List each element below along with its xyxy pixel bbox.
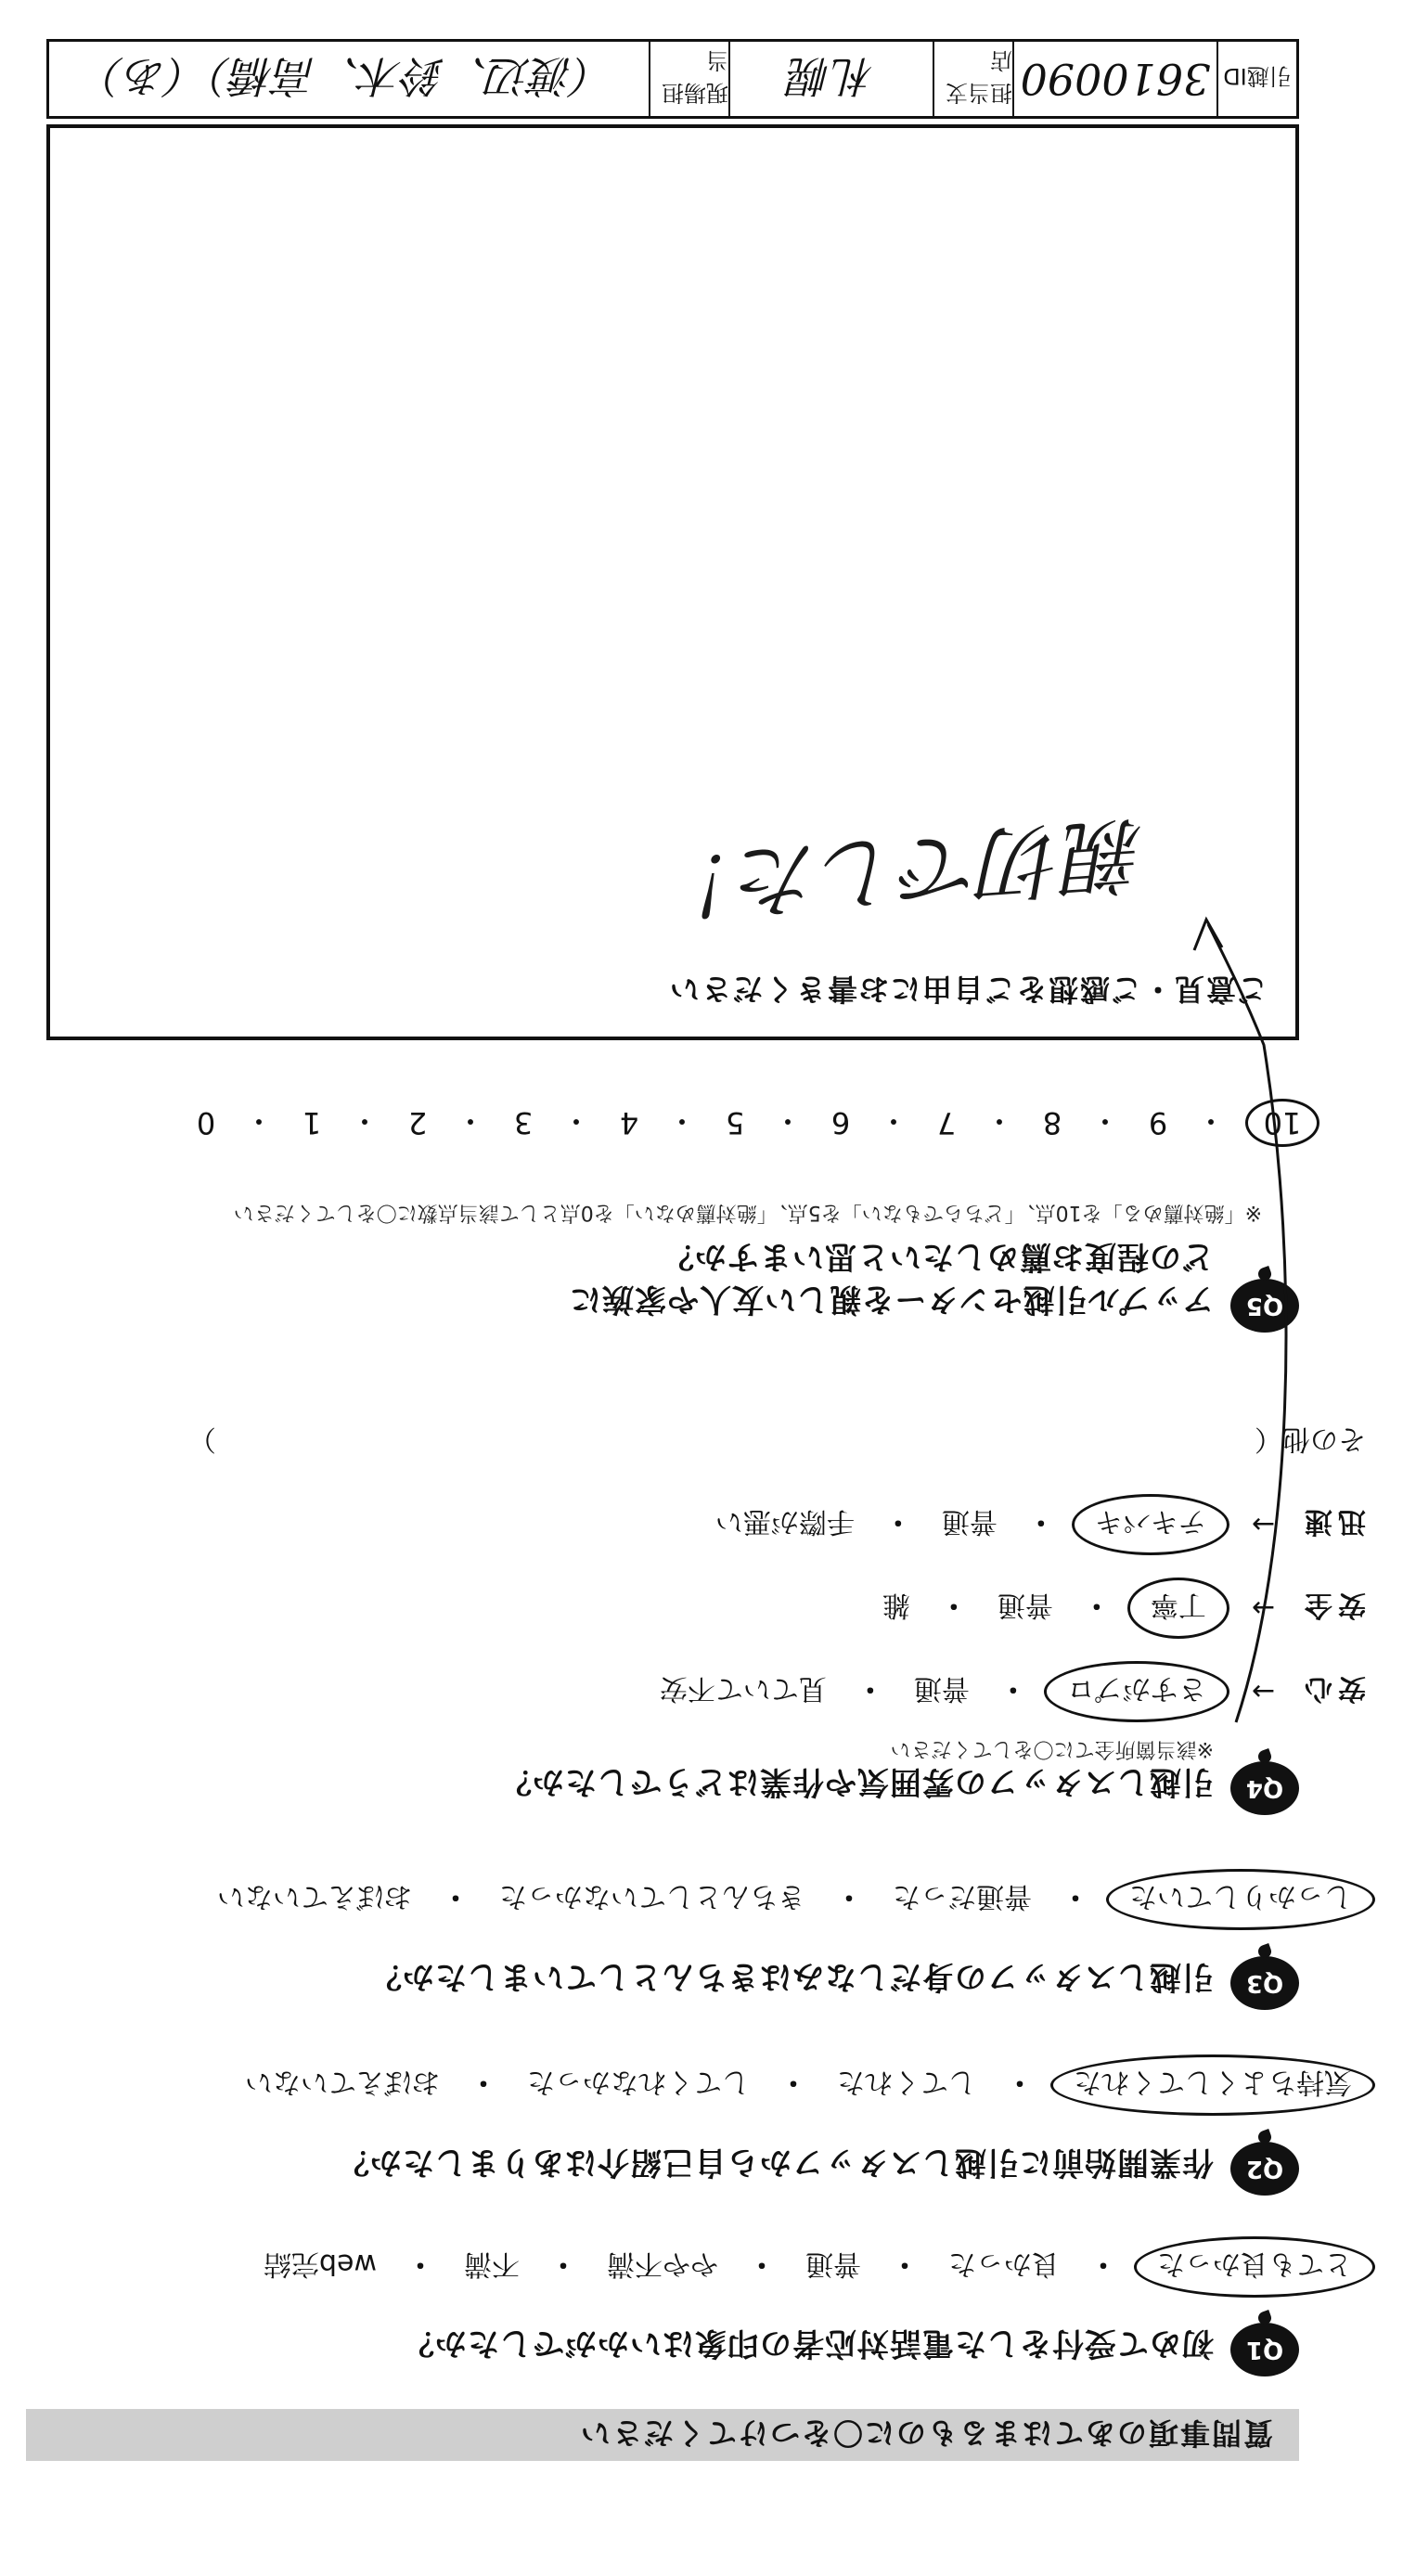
q4-option-selected[interactable]: 丁寧 xyxy=(1127,1578,1229,1639)
q1-text: 初めて受付をした電話対応者の印象はいかがでしたか？ xyxy=(402,2325,1214,2362)
q1-option[interactable]: やや不満 xyxy=(607,2248,718,2280)
move-id-label: 引越ID xyxy=(1216,42,1296,116)
q5-scale: 10 ・ 9 ・ 8 ・ 7 ・ 6 ・ 5 ・ 4 ・ 3 ・ 2 ・ 1 ・ 0 xyxy=(187,1099,1319,1147)
q4-badge: Q4 xyxy=(1230,1761,1299,1815)
q5-score[interactable]: 3 xyxy=(513,1105,534,1140)
q4-other-label: その他（ xyxy=(1255,1423,1366,1455)
q2-option-selected[interactable]: 気持ちよくしてくれた xyxy=(1050,2054,1375,2116)
q2-options: 気持ちよくしてくれた ・ してくれた ・ してくれなかった ・ おぼえていない xyxy=(232,2054,1375,2116)
q3-option[interactable]: おぼえていない xyxy=(217,1880,412,1913)
q5-score[interactable]: 7 xyxy=(936,1105,957,1140)
q4-row-anshin: 安心 → さすがプロ ・ 普通 ・ 見ていて不安 xyxy=(647,1661,1366,1722)
q1-option[interactable]: 不満 xyxy=(464,2248,520,2280)
q3-badge: Q3 xyxy=(1230,1956,1299,2010)
move-id-value: 3610090 xyxy=(1012,42,1216,116)
q4-row-label: 迅速 xyxy=(1299,1505,1366,1538)
q5-text-line2: どの程度お薦めしたいと思いますか？ xyxy=(662,1238,1214,1275)
q5-score[interactable]: 1 xyxy=(302,1105,322,1140)
right-arrow-icon: → xyxy=(1251,1508,1275,1541)
q3-options: しっかりしていた ・ 普通だった ・ きちんとしていなかった ・ おぼえていない xyxy=(204,1869,1375,1930)
q4-option[interactable]: 見ていて不安 xyxy=(659,1672,827,1705)
q5-score[interactable]: 6 xyxy=(830,1105,851,1140)
q4-option-selected[interactable]: テキパキ xyxy=(1072,1494,1229,1555)
q2-option[interactable]: おぼえていない xyxy=(245,2066,440,2098)
info-row xyxy=(46,39,1299,119)
q3-text: 引越しスタッフの身だしなみはきちんとしていましたか？ xyxy=(369,1958,1214,1995)
q2-option[interactable]: してくれた xyxy=(837,2066,976,2098)
q1-option-selected[interactable]: とても良かった xyxy=(1134,2236,1375,2298)
q1-options: とても良かった ・ 良かった ・ 普通 ・ やや不満 ・ 不満 ・ web完結 xyxy=(251,2236,1375,2298)
q5-badge: Q5 xyxy=(1230,1279,1299,1333)
q4-option[interactable]: 雑 xyxy=(882,1589,910,1621)
staff-label: 現場担当 xyxy=(649,42,728,116)
q3-option[interactable]: きちんとしていなかった xyxy=(499,1880,805,1913)
handwritten-comment: 親切でした！ xyxy=(653,805,1150,935)
right-arrow-icon: → xyxy=(1251,1591,1275,1625)
q4-row-label: 安心 xyxy=(1299,1672,1366,1705)
q1-option[interactable]: 良かった xyxy=(948,2248,1060,2280)
q1-badge: Q1 xyxy=(1230,2323,1299,2376)
q4-option[interactable]: 手際が悪い xyxy=(714,1505,855,1538)
q4-row-anzen: 安全 → 丁寧 ・ 普通 ・ 雑 xyxy=(869,1578,1366,1639)
q4-row-label: 安全 xyxy=(1299,1589,1366,1621)
q5-score[interactable]: 9 xyxy=(1148,1105,1168,1140)
q5-score[interactable]: 0 xyxy=(196,1105,216,1140)
q4-text: 引越しスタッフの雰囲気や作業はどうでしたか？ xyxy=(499,1763,1214,1800)
q5-score-selected[interactable]: 10 xyxy=(1245,1099,1319,1147)
q1-option[interactable]: web完結 xyxy=(263,2248,377,2280)
q5-score[interactable]: 5 xyxy=(725,1105,745,1140)
instructions-banner: 質問事項のあてはまるものに〇をつけてください xyxy=(26,2409,1299,2461)
q3-option[interactable]: 普通だった xyxy=(893,1880,1032,1913)
staff-value: （渡辺、鈴木、高橋）（あ） xyxy=(82,51,616,101)
branch-value: 札幌 xyxy=(728,42,933,116)
right-arrow-icon: → xyxy=(1251,1675,1275,1708)
q2-badge: Q2 xyxy=(1230,2142,1299,2196)
q4-option[interactable]: 普通 xyxy=(913,1672,970,1705)
q5-note: ※「絶対薦める」を10点、「どちらでもない」を5点、「絶対薦めない」を0点として該当点数に〇をしてください xyxy=(233,1201,1262,1224)
q1-option[interactable]: 普通 xyxy=(805,2248,861,2280)
q4-option[interactable]: 普通 xyxy=(997,1589,1053,1621)
q3-option-selected[interactable]: しっかりしていた xyxy=(1106,1869,1375,1930)
q4-note: ※該当箇所全てに〇をしてください xyxy=(890,1737,1214,1760)
q5-score[interactable]: 4 xyxy=(619,1105,639,1140)
q5-text-line1: アップル引越センターを親しい友人や家族に xyxy=(569,1281,1214,1318)
q4-option-selected[interactable]: さすがプロ xyxy=(1044,1661,1229,1722)
q5-score[interactable]: 2 xyxy=(407,1105,428,1140)
q2-option[interactable]: してくれなかった xyxy=(527,2066,750,2098)
branch-label: 担当支店 xyxy=(933,42,1012,116)
q4-option[interactable]: 普通 xyxy=(941,1505,998,1538)
comment-title: ご意見・ご感想をご自由にお書きください xyxy=(667,972,1268,1007)
q4-other-close: ） xyxy=(187,1423,216,1455)
q4-row-jinsoku: 迅速 → テキパキ ・ 普通 ・ 手際が悪い xyxy=(702,1494,1366,1555)
q5-score[interactable]: 8 xyxy=(1042,1105,1062,1140)
q2-text: 作業開始前に引越しスタッフから自己紹介はありましたか？ xyxy=(337,2144,1214,2181)
